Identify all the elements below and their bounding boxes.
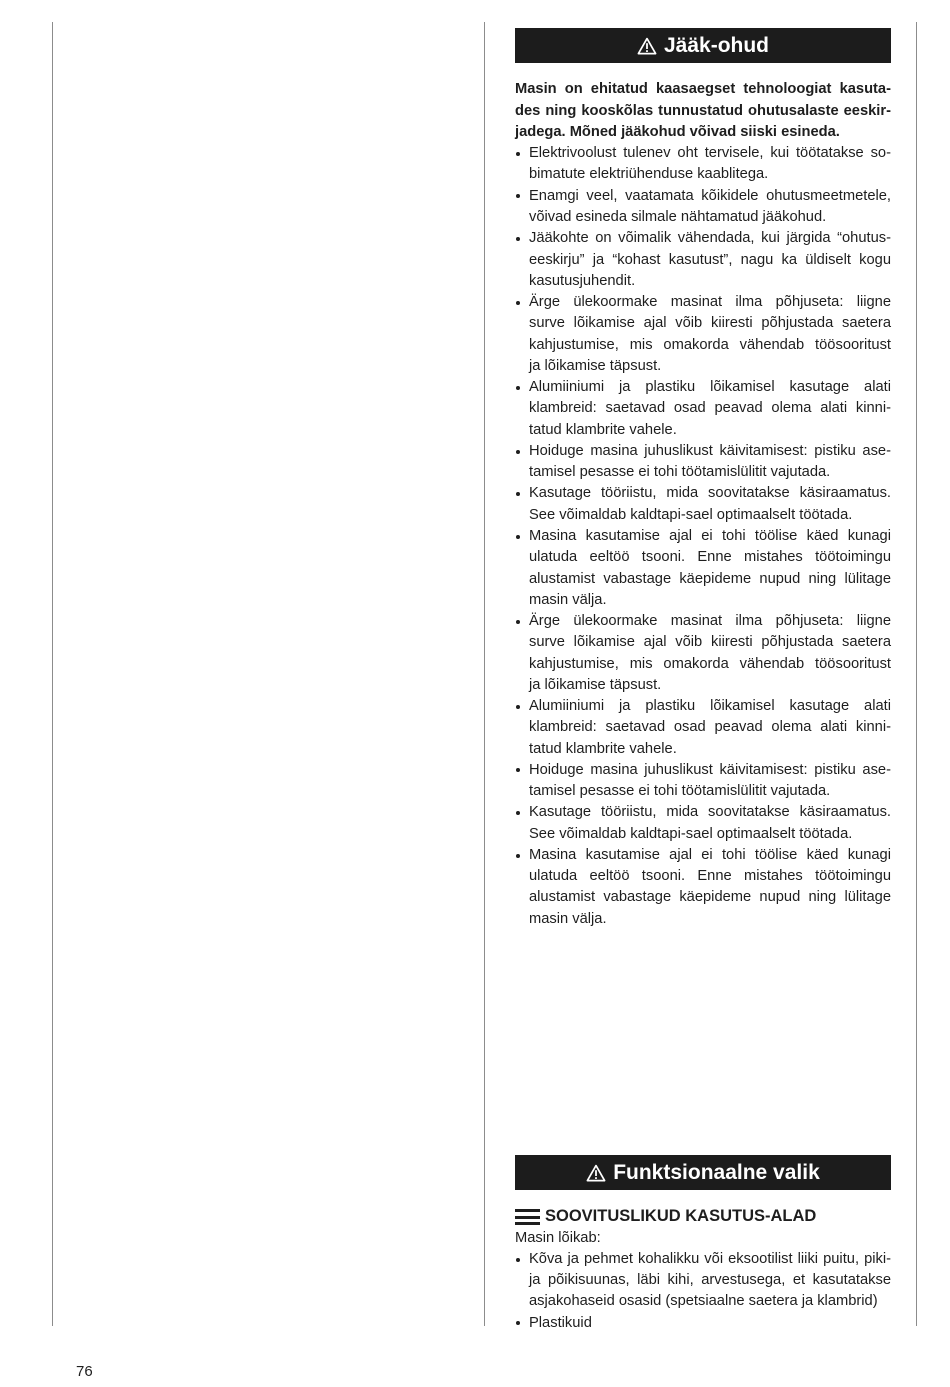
text-line: ja lõikamise täpsust. <box>529 676 662 693</box>
functional-selection-body <box>515 1206 891 1334</box>
subheading-text: SOOVITUSLIKUD KASUTUS-ALAD <box>545 1207 817 1226</box>
text-line: masin välja. <box>529 591 607 608</box>
warning-triangle-icon <box>586 1164 606 1182</box>
text-line: tamisel pesasse ei tohi töötamislülitit vajutada. <box>529 464 831 481</box>
list-item <box>515 611 891 696</box>
text-line: ja põikisuunas, läbi kihi, arvestusega, et kasutatakse <box>529 1272 891 1289</box>
text-line: ulatuda eeltöö tsooni. Enne mistahes töötoimingu <box>529 549 891 566</box>
warning-triangle-icon <box>637 37 657 55</box>
intro-text: Masin lõikab: <box>515 1229 601 1246</box>
text-line: alustamist vabastage käepideme nupud ning lülitage <box>529 570 891 587</box>
section-title: Funktsionaalne valik <box>613 1161 820 1184</box>
text-line: surve lõikamise ajal võib kiiresti põhjustada saetera <box>529 634 891 651</box>
section-header-functional-selection <box>515 1155 891 1190</box>
subheading-recommended-uses <box>515 1206 891 1227</box>
text-line: kahjustumise, mis omakorda vähendab töösooritust <box>529 336 891 353</box>
text-line: Masina kasutamise ajal ei tohi töölise käed kunagi <box>529 527 891 544</box>
list-item <box>515 483 891 526</box>
text-line: Hoiduge masina juhuslikust käivitamisest: pistiku ase- <box>529 761 891 778</box>
column-rule-left <box>52 22 53 1326</box>
text-line: Masin on ehitatud kaasaegset tehnoloogiat kasuta- <box>515 81 891 98</box>
text-line: Kõva ja pehmet kohalikku või eksootilist liiki puitu, piki- <box>529 1250 891 1267</box>
text-line: asjakohaseid osasid (spetsiaalne saetera ja klambrid) <box>529 1293 878 1310</box>
text-line: eeskirju” ja “kohast kasutust”, nagu ka üldiselt kogu <box>529 251 891 268</box>
list-item <box>515 1313 891 1334</box>
text-line: Kasutage tööriistu, mida soovitatakse käsiraamatus. <box>529 804 891 821</box>
text-line: tatud klambrite vahele. <box>529 740 677 757</box>
column-rule-right <box>916 22 917 1326</box>
list-item <box>515 228 891 292</box>
text-line: Alumiiniumi ja plastiku lõikamisel kasutage alati <box>529 379 891 396</box>
text-line: bimatute elektriühenduse kaablitega. <box>529 166 769 183</box>
text-line: alustamist vabastage käepideme nupud ning lülitage <box>529 889 891 906</box>
list-item <box>515 186 891 229</box>
section-title: Jääk-ohud <box>663 34 770 57</box>
text-line: Jääkohte on võimalik vähendada, kui järgida “ohutus- <box>529 230 891 247</box>
text-line: Ärge ülekoormake masinat ilma põhjuseta: liigne <box>529 613 891 630</box>
column-rule-middle <box>484 22 485 1326</box>
list-item <box>515 802 891 845</box>
text-line: surve lõikamise ajal võib kiiresti põhjustada saetera <box>529 315 891 332</box>
list-item <box>515 760 891 803</box>
text-line: Ärge ülekoormake masinat ilma põhjuseta: liigne <box>529 294 891 311</box>
text-line: võivad esineda silmale nähtamatud jääkohud. <box>529 208 827 225</box>
text-line: ulatuda eeltöö tsooni. Enne mistahes töötoimingu <box>529 868 891 885</box>
residual-risks-section <box>515 28 891 63</box>
list-item <box>515 526 891 611</box>
list-item <box>515 143 891 186</box>
text-line: kasutusjuhendit. <box>529 272 636 289</box>
text-line: klambreid: saetavad osad peavad olema alati kinni- <box>529 400 891 417</box>
intro-paragraph <box>515 79 891 143</box>
list-item <box>515 696 891 760</box>
list-item <box>515 441 891 484</box>
text-line: Alumiiniumi ja plastiku lõikamisel kasutage alati <box>529 698 891 715</box>
text-line: Enamgi veel, vaatamata kõikidele ohutusmeetmetele, <box>529 187 891 204</box>
residual-risks-body <box>515 79 891 930</box>
list-lines-icon <box>515 1209 540 1225</box>
text-line: klambreid: saetavad osad peavad olema alati kinni- <box>529 719 891 736</box>
text-line: des ning kooskõlas tunnustatud ohutusalaste eeskir- <box>515 102 891 119</box>
text-line: Hoiduge masina juhuslikust käivitamisest: pistiku ase- <box>529 442 891 459</box>
section-header-residual-risks <box>515 28 891 63</box>
text-line: See võimaldab kaldtapi-sael optimaalselt töötada. <box>529 506 853 523</box>
text-line: kahjustumise, mis omakorda vähendab töösooritust <box>529 655 891 672</box>
text-line: See võimaldab kaldtapi-sael optimaalselt töötada. <box>529 825 853 842</box>
page-number: 76 <box>76 1363 93 1380</box>
text-line: jadega. Mõned jääkohud võivad siiski esineda. <box>515 123 840 140</box>
list-item <box>515 292 891 377</box>
text-line: Masina kasutamise ajal ei tohi töölise käed kunagi <box>529 846 891 863</box>
text-line: tatud klambrite vahele. <box>529 421 677 438</box>
text-line: tamisel pesasse ei tohi töötamislülitit vajutada. <box>529 783 831 800</box>
list-item <box>515 377 891 441</box>
text-line: Kasutage tööriistu, mida soovitatakse käsiraamatus. <box>529 485 891 502</box>
text-line: Plastikuid <box>529 1314 592 1331</box>
functional-selection-section <box>515 1155 891 1190</box>
list-item <box>515 1249 891 1313</box>
list-item <box>515 845 891 930</box>
text-line: ja lõikamise täpsust. <box>529 357 662 374</box>
text-line: masin välja. <box>529 910 607 927</box>
text-line: Elektrivoolust tulenev oht tervisele, kui töötatakse so- <box>529 145 891 162</box>
